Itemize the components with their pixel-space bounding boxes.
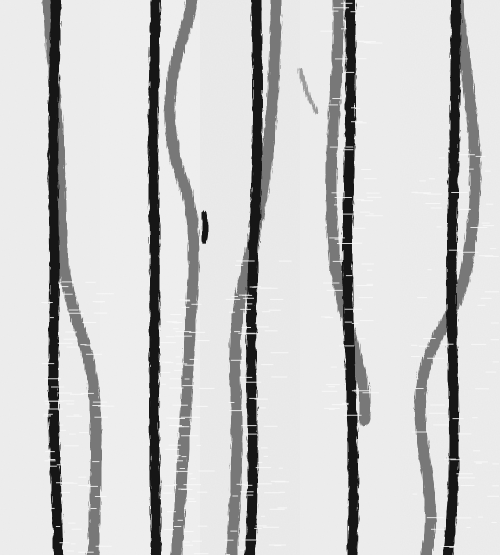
dark-nub <box>204 214 206 240</box>
dark-trace-4 <box>347 0 353 555</box>
dark-trace-2 <box>153 0 156 555</box>
dark-trace-1 <box>53 0 58 555</box>
